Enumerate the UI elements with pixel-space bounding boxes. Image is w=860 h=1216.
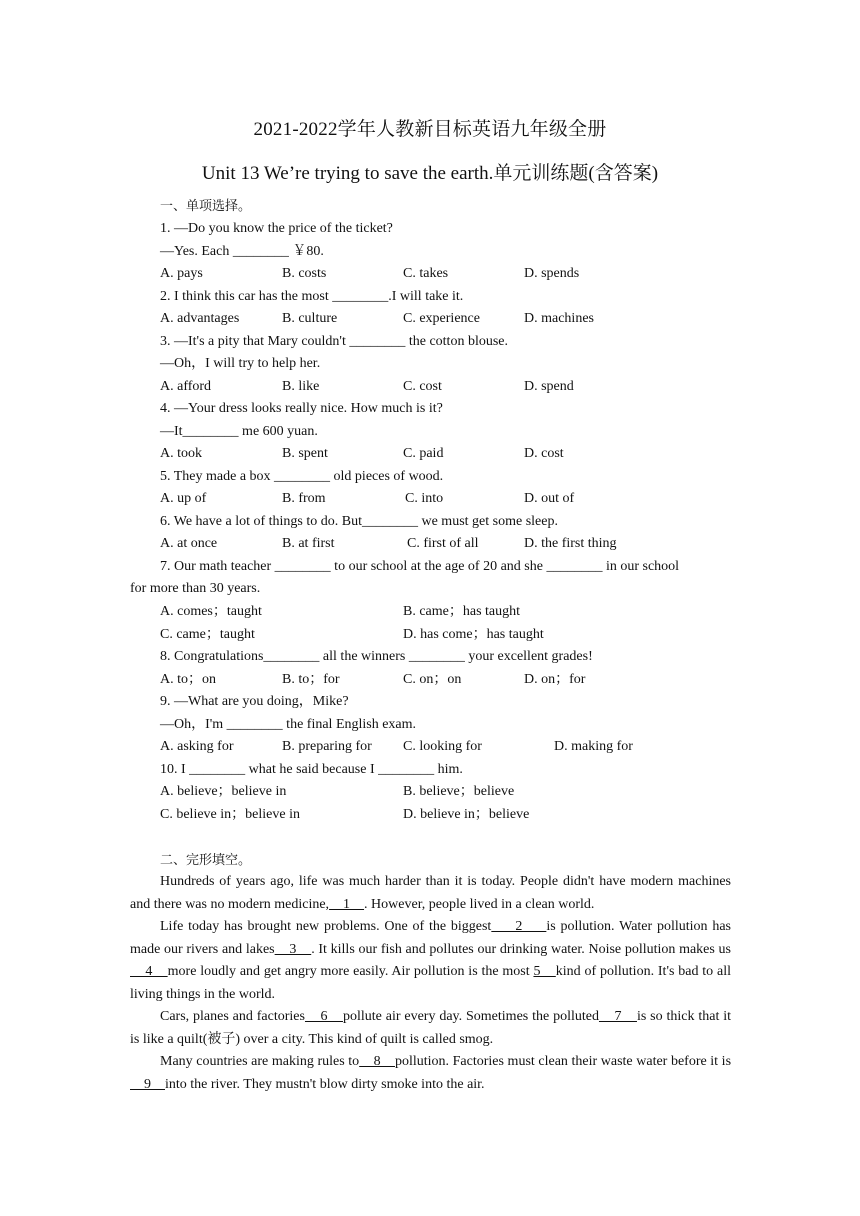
cloze-paragraph-2: [130, 916, 731, 1006]
section-heading-choice: 一、单项选择。: [160, 198, 252, 213]
question-10-option-c: C. believe in；believe in: [160, 807, 300, 822]
question-9-line2: —Oh，I'm ________ the final English exam.: [160, 717, 417, 732]
question-4-option-b: B. spent: [282, 446, 328, 461]
question-10-option-d: D. believe in；believe: [403, 807, 530, 822]
cloze-text: Life today has brought new problems. One of the biggest: [160, 919, 492, 934]
cloze-text: kind of pollution. It's bad to all living things in the world.: [130, 964, 732, 1002]
question-7-line2: for more than 30 years.: [130, 581, 261, 596]
question-5-stem: 5. They made a box ________ old pieces of wood.: [160, 469, 444, 484]
question-6-option-b: B. at first: [282, 536, 335, 551]
question-8-option-a: A. to；on: [160, 672, 216, 687]
cloze-blank-8: 8: [359, 1054, 395, 1069]
question-6-option-a: A. at once: [160, 536, 218, 551]
question-9-option-c: C. looking for: [403, 739, 482, 754]
cloze-paragraph-4: [130, 1051, 731, 1096]
question-5-option-b: B. from: [282, 491, 326, 506]
cloze-blank-2: 2: [491, 919, 547, 934]
cloze-blank-1: 1: [329, 896, 365, 912]
cloze-text: . However, people lived in a clean world.: [364, 896, 595, 912]
cloze-blank-3: 3: [274, 941, 312, 957]
cloze-paragraph-1: [130, 871, 731, 916]
question-9-option-a: A. asking for: [160, 739, 234, 754]
document-title: 2021-2022学年人教新目标英语九年级全册: [253, 119, 607, 140]
question-5-option-d: D. out of: [524, 491, 575, 506]
question-1-option-d: D. spends: [524, 266, 580, 281]
question-3-option-b: B. like: [282, 379, 320, 394]
question-1-option-b: B. costs: [282, 266, 327, 281]
cloze-blank-9: 9: [130, 1076, 165, 1092]
question-7-option-a: A. comes；taught: [160, 604, 262, 619]
question-2-option-b: B. culture: [282, 311, 338, 326]
cloze-text: Cars, planes and factories: [160, 1009, 305, 1024]
question-4-option-c: C. paid: [403, 446, 444, 461]
question-1-line2: —Yes. Each ________ ￥80.: [160, 244, 324, 259]
question-3-option-d: D. spend: [524, 379, 574, 394]
cloze-text: more loudly and get angry more easily. Air pollution is the most: [167, 964, 534, 979]
question-1-stem: 1. —Do you know the price of the ticket?: [160, 221, 393, 236]
question-10-option-a: A. believe；believe in: [160, 784, 287, 799]
question-3-line2: —Oh，I will try to help her.: [160, 356, 321, 371]
question-6-option-c: C. first of all: [407, 536, 479, 551]
question-8-option-b: B. to；for: [282, 672, 340, 687]
question-3-option-a: A. afford: [160, 379, 212, 394]
question-7-option-b: B. came；has taught: [403, 604, 521, 619]
cloze-text: is so thick that it is like a quilt(被子) over a city. This kind of quilt is called smog.: [130, 1009, 732, 1047]
cloze-text: into the river. They mustn't blow dirty smoke into the air.: [165, 1076, 485, 1092]
cloze-text: pollute air every day. Sometimes the polluted: [342, 1009, 599, 1024]
document-subtitle: Unit 13 We’re trying to save the earth.单元训练题(含答案): [201, 163, 659, 184]
question-10-option-b: B. believe；believe: [403, 784, 515, 799]
cloze-text: . It kills our fish and pollutes our drinking water. Noise pollution makes us: [311, 941, 731, 957]
question-7-option-c: C. came；taught: [160, 627, 255, 642]
question-1-option-a: A. pays: [160, 266, 203, 281]
question-2-option-d: D. machines: [524, 311, 594, 326]
question-3-option-c: C. cost: [403, 379, 442, 394]
question-8-option-c: C. on；on: [403, 672, 462, 687]
question-8-option-d: D. on；for: [524, 672, 586, 687]
cloze-blank-5: 5: [533, 964, 556, 979]
question-9-option-d: D. making for: [554, 739, 633, 754]
question-9-stem: 9. —What are you doing，Mike?: [160, 694, 349, 709]
question-6-stem: 6. We have a lot of things to do. But________ we must get some sleep.: [160, 514, 558, 529]
question-6-option-d: D. the first thing: [524, 536, 617, 551]
question-1-option-c: C. takes: [403, 266, 449, 281]
cloze-text: Many countries are making rules to: [160, 1054, 360, 1069]
question-4-option-a: A. took: [160, 446, 202, 461]
cloze-paragraph-3: [130, 1006, 731, 1051]
cloze-blank-7: 7: [598, 1009, 637, 1024]
question-3-stem: 3. —It's a pity that Mary couldn't ________ the cotton blouse.: [160, 334, 508, 349]
question-9-option-b: B. preparing for: [282, 739, 372, 754]
question-4-line2: —It________ me 600 yuan.: [160, 424, 318, 439]
question-7-option-d: D. has come；has taught: [403, 627, 544, 642]
question-5-option-a: A. up of: [160, 491, 207, 506]
question-2-option-c: C. experience: [403, 311, 480, 326]
question-4-stem: 4. —Your dress looks really nice. How much is it?: [160, 401, 443, 416]
question-7-stem: 7. Our math teacher ________ to our school at the age of 20 and she ________ in our school: [160, 559, 680, 574]
question-2-stem: 2. I think this car has the most ________.I will take it.: [160, 289, 464, 304]
cloze-text: pollution. Factories must clean their waste water before it is: [394, 1054, 732, 1069]
question-2-option-a: A. advantages: [160, 311, 240, 326]
section-heading-cloze: 二、完形填空。: [160, 852, 252, 867]
cloze-text: is pollution. Water pollution has made our rivers and lakes: [130, 919, 732, 957]
cloze-blank-6: 6: [304, 1009, 343, 1024]
question-5-option-c: C. into: [405, 491, 444, 506]
question-10-stem: 10. I ________ what he said because I ________ him.: [160, 762, 463, 777]
cloze-blank-4: 4: [130, 964, 168, 979]
cloze-text: Hundreds of years ago, life was much harder than it is today. People didn't have modern machines and there was no modern medicine,: [130, 874, 731, 912]
question-4-option-d: D. cost: [524, 446, 564, 461]
question-8-stem: 8. Congratulations________ all the winners ________ your excellent grades!: [160, 649, 593, 664]
